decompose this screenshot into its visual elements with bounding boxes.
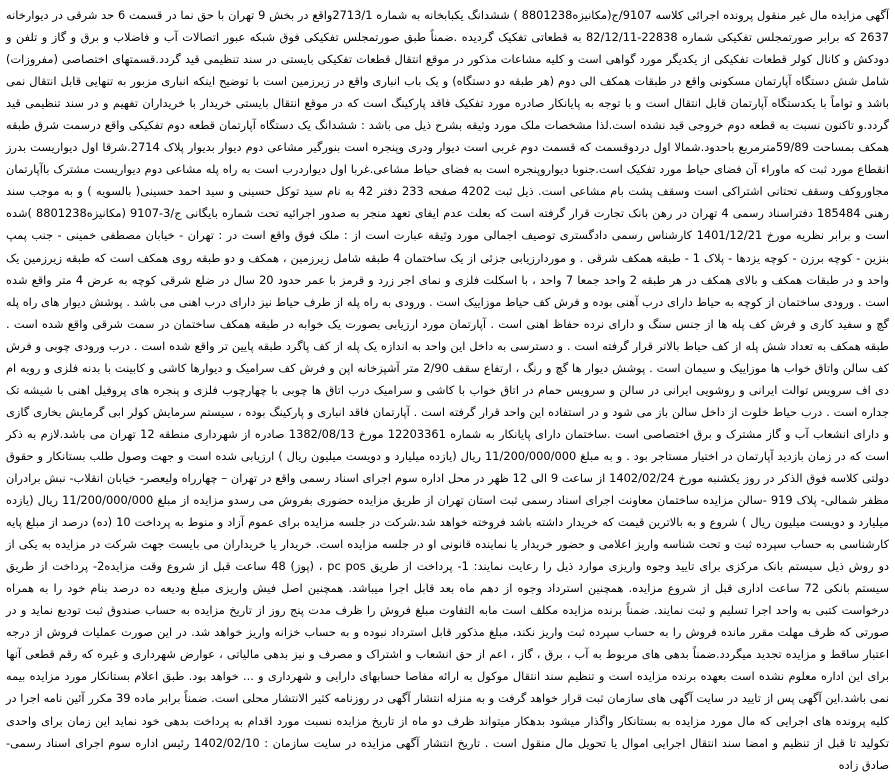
auction-notice-text: آگهی مزایده مال غیر منقول پرونده اجرائی کلاسه 9107/ج(مکانیزه8801238 ) ششدانگ یکبابخانه به شماره 2713/1واقع در بخش 9 تهران با حق نما در قسمت 6 حد شرقی در دیوارخانه 2637 که برابر صورتمجلس تفکیکی شماره 22838-82/12/11 به قطعاتی تفکیک گردیده .ضمناً طبق صورتمجلس تفکیکی فوق شبکه عبور اتصالات آب و فاضلاب و برق و گاز و تلفن و دودکش و کانال کولر قطعات تفکیکی از یکدیگر مورد گواهی است و کلیه مشاعات مذکور در موقع انتقال قطعات تفکیکی بایستی در سند تنظیمی قید گردد.قسمتهای اختصاصی (مفروزات) شامل شش دستگاه آپارتمان مسکونی واقع در طبقات همکف الی دوم (هر طبقه دو دستگاه) و یک باب انباری واقع در زیرزمین است با توضیح اینکه انباری مزبور به تنهایی قابل انتقال نمی باشد و تواماً با یکدستگاه آپارتمان قابل انتقال است و با توجه به پایانکار صادره مورد تفکیک فاقد پارکینگ است که در موقع انتقال بایستی خریدار با خریداران تفهیم و در سند تنظیمی قید گردد.و تاکنون نسبت به قطعه دوم خروجی قید نشده است.لذا مشخصات ملک مورد وثیقه بشرح ذیل می باشد : ششدانگ یک دستگاه آپارتمان قطعه دوم تفکیکی واقع درسمت شرق طبقه همکف بمساحت 59/89مترمربع باحدود.شمالا اول دردوقسمت که قسمت دوم غربی است دیوار ودری وپنجره است بنورگیر مشاعی دوم دیوار بدیوار پلاک 2714.شرقا اول دیواریست بدرز انقطاع مورد ثبت که ماوراء آن فضای حیاط مورد تفکیک است.جنوبا دیواروپنجره است به فضای حیاط مشاعی.غربا اول دیواردرب است به راه پله مشاعی دوم دیواریست مشترک باآپارتمان مجاوروکف وسقف تحتانی اشتراکی است وسقف پشت بام مشاعی است. ذیل ثبت 4202 صفحه 233 دفتر 42 به نام سید توکل حسینی و سید احمد حسینی( بالسویه ) و به موجب سند رهنی 185484 دفتراسناد رسمی 4 تهران در رهن بانک تجارت قرار گرفته است که بعلت عدم ایفای تعهد منجر به صدور اجرائیه تحت شماره بایگانی ج/3-9107 (مکانیزه8801238 )شده است و برابر نظریه مورخ 1401/12/21 کارشناس رسمی دادگستری توصیف اجمالی مورد وثیقه عبارت است از : ملک فوق واقع است در : تهران - خیابان مصطفی خمینی - جنب پمپ بنزین - کوچه برزن - کوچه یزدها - پلاک 1 - طبقه همکف شرقی . و موردارزیابی جزئی از یک ساختمان 4 طبقه شامل زیرزمین ، همکف و دو طبقه روی همکف است که طبقه زیرزمین یک واحد و در طبقات همکف و بالای همکف در هر طبقه 2 واحد جمعا 7 واحد ، با اسکلت فلزی و نمای اجر زرد و قرمز با عمر حدود 20 سال در ضلع شرقی کوچه به عرض 4 متر واقع شده است . ورودی ساختمان از کوچه به حیاط دارای درب آهنی بوده و فرش کف حیاط موزاییک است . ورودی به راه پله از طرف حیاط نیز دارای درب اهنی می باشد . پوشش دیوار های راه پله گچ و سفید کاری و فرش کف پله ها از جنس سنگ و دارای نرده حفاظ اهنی است . آپارتمان مورد ارزیابی بصورت یک خوابه در طبقه همکف ساختمان در سمت شرقی واقع شده است . طبقه همکف به تعداد شش پله از کف حیاط بالاتر قرار گرفته است . و دسترسی به داخل این واحد به اندازه یک پله از کف پاگرد طبقه پایین تر واقع شده است . درب ورودی چوبی و فرش کف سالن واتاق خواب ها موزاییک و سیمان است . پوشش دیوار ها گچ و رنگ ، ارتفاع سقف 2/90 متر آشپزخانه اپن و فرش کف سرامیک و دیوارها کاشی و کابینت با بدنه فلزی و رویه ام دی اف سرویس توالت ایرانی و روشویی ایرانی در سالن و سرویس حمام در اتاق خواب با کاشی و سرامیک درب اتاق ها چوبی با چهارچوب فلزی و پنجره های پروفیل اهنی با شیشه تک جداره است . درب حیاط خلوت از داخل سالن باز می شود و در استفاده این واحد قرار گرفته است . آپارتمان فاقد انباری و پارکینگ بوده ، سیستم سرمایش کولر ابی گرمایش بخاری گازی و دارای انشعاب آب و گاز مشترک و برق اختصاصی است .ساختمان دارای پایانکار به شماره 12203361 مورخ 1382/08/13 صادره از شهرداری منطقه 12 تهران می باشد.لازم به ذکر است که در زمان بازدید آپارتمان در اختیار مستاجر بود . و به مبلغ 11/200/000/000 ریال (یازده میلیارد و دویست میلیون ریال ) ارزیابی شده است و جهت وصول طلب بستانکار و حقوق دولتی کلاسه فوق الذکر در روز یکشنبه مورخ 1402/02/24 از ساعت 9 الی 12 ظهر در محل اداره سوم اجرای اسناد رسمی واقع در تهران – چهارراه ولیعصر- خیابان انقلاب- نبش برادران مظفر شمالی- پلاک 919 -سالن مزایده ساختمان معاونت اجرای اسناد رسمی ثبت استان تهران از طریق مزایده حضوری بفروش می رسدو مزایده از مبلغ 11/200/000/000 ریال (یازده میلیارد و دویست میلیون ریال ) شروع و به بالاترین قیمت که خریدار داشته باشد فروخته خواهد شد.شرکت در جلسه مزایده برای عموم آزاد و منوط به پرداخت 10 (ده) درصد از مبلغ پایه کارشناسی به حساب سپرده ثبت و تحت شناسه واریز اعلامی و حضور خریدار یا نماینده قانونی او در جلسه مزایده است. خریدار یا خریداران می بایست جهت شرکت در مزایده به یکی از دو روش ذیل سیستم بانک مرکزی برای تایید وجوه واریزی موارد ذیل را رعایت نمایند: 1- پرداخت از طریق pc pos ، (پوز) 48 ساعت قبل از شروع وقت مزایده2- پرداخت از طریق سیستم بانکی 72 ساعت اداری قبل از شروع مزایده. همچنین استرداد وجوه از دهم ماه بعد قابل اجرا میباشد. همچنین اصل فیش واریزی مبلغ ودیعه ده درصد بنام خود را به همراه درخواست کتبی به واحد اجرا تسلیم و ثبت نمایند. ضمناً برنده مزایده مکلف است مابه التفاوت مبلغ فروش را ظرف مدت پنج روز از تاریخ مزایده به حساب صندوق ثبت تودیع نماید و در صورتی که ظرف مهلت مقرر مانده فروش را به حساب سپرده ثبت واریز نکند، مبلغ مذکور قابل استرداد نبوده و به حساب خزانه واریز خواهد شد. در این صورت عملیات فروش از درجه اعتبار ساقط و مزایده تجدید میگردد.ضمناً بدهی های مربوط به آب ، برق ، گاز ، اعم از حق انشعاب و اشتراک و مصرف و نیز بدهی مالیاتی ، عوارض شهرداری و غیره که رقم قطعی آنها برای این اداره معلوم نشده است بعهده برنده مزایده است و تنظیم سند انتقال موکول به ارائه مفاصا حسابهای دارایی و شهرداری و ... خواهد بود. طبق اعلام بستانکار مورد مزایده بیمه نمی باشد.این آگهی پس از تایید در سایت آگهی های سازمان ثبت قرار خواهد گرفت و به منزله انتشار آگهی در روزنامه کثیر الانتشار محلی است. ضمناً برابر ماده 39 مکرر آئین نامه اجرا در کلیه پرونده های اجرایی که مال مورد مزایده به بستانکار واگذار میشود بدهکار میتواند ظرف دو ماه از تاریخ مزایده نسبت مورد اقدام به پرداخت بدهی خود نماید این زمان برای واحدی تکولید تا قبل از تنظیم و امضا سند انتقال اجرایی اموال یا تحویل مال منقول است . تاریخ انتشار آگهی مزایده در سایت سازمان : 1402/02/10 رئیس اداره سوم اجرای اسناد رسمی- صادق زاده bbox=[6, 8, 890, 772]
